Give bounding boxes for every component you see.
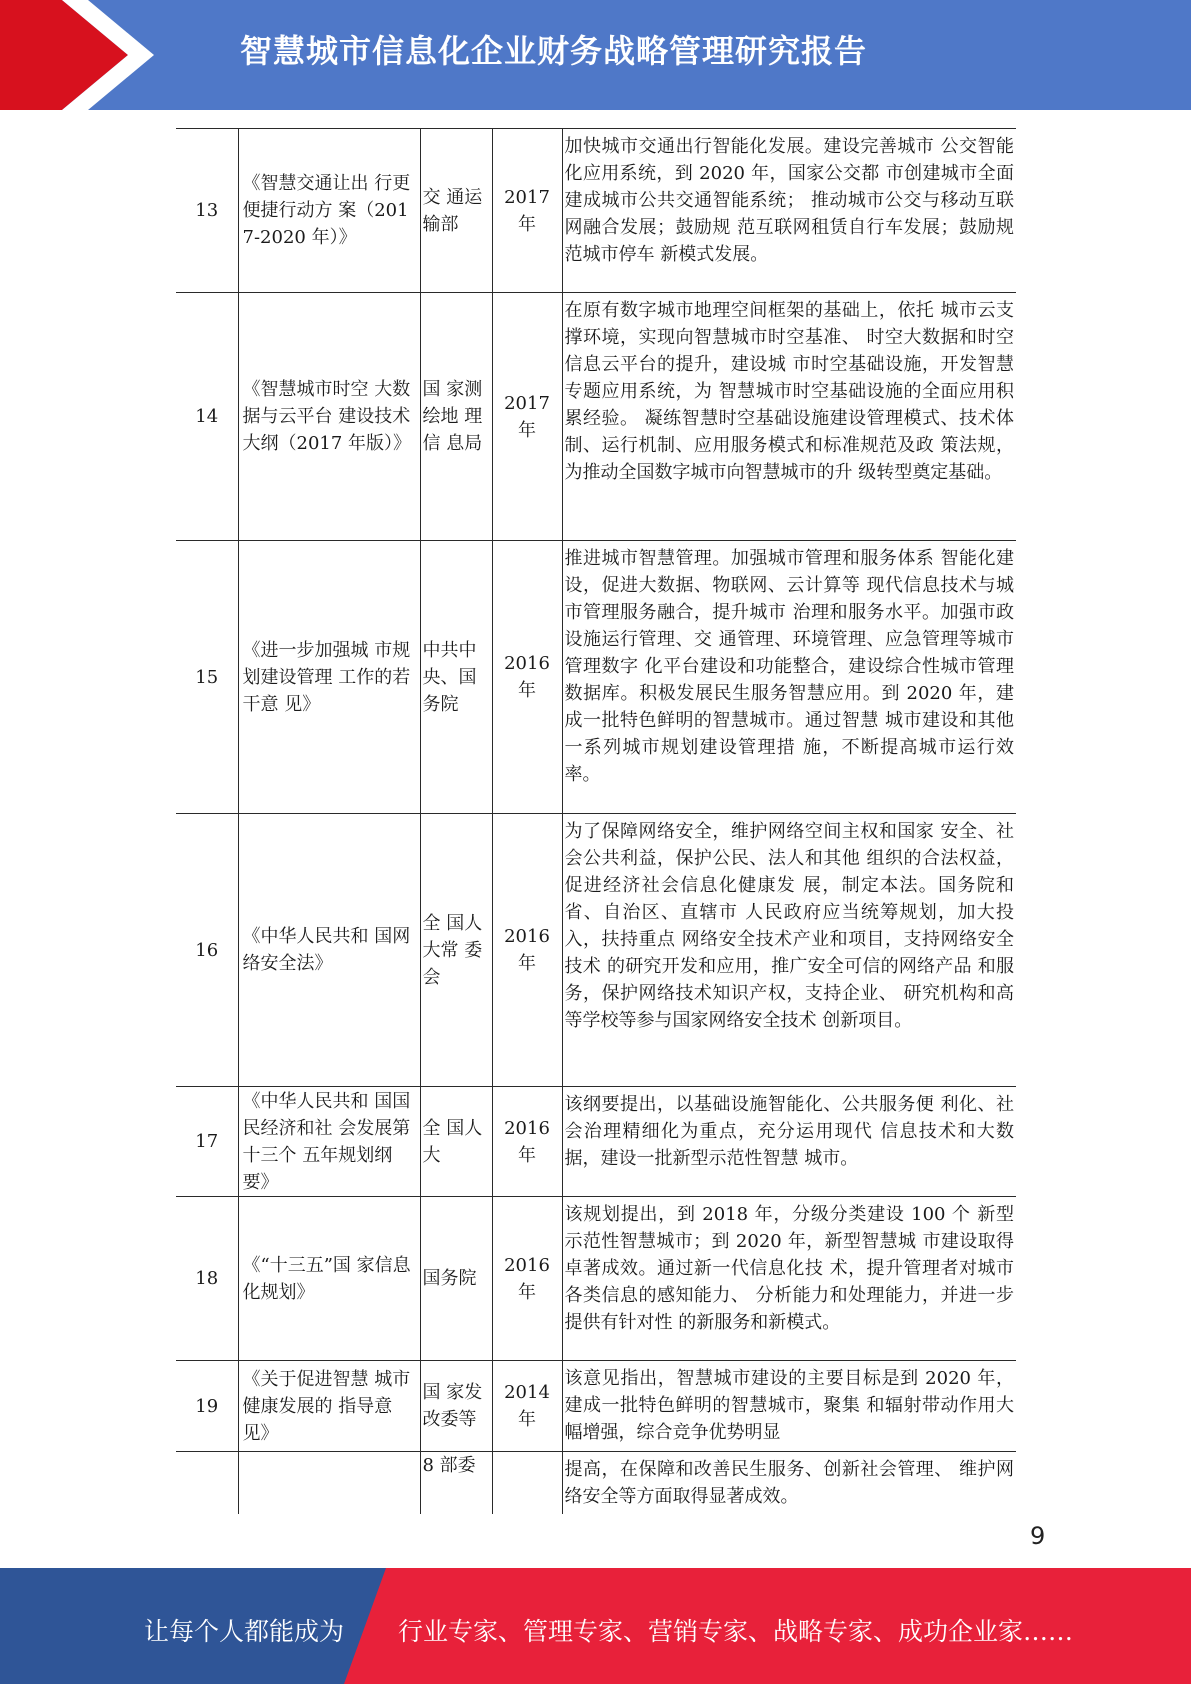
issuing-department: 中共中 央、国务院 (420, 541, 492, 814)
table-row (176, 1361, 1016, 1452)
policy-name: 《中华人民共和 国国民经济和社 会发展第十三个 五年规划纲要》 (238, 1087, 420, 1197)
issue-year: 2016 年 (492, 541, 562, 814)
issuing-department: 全 国人 大常 委会 (420, 814, 492, 1087)
page-number: 9 (1030, 1522, 1046, 1550)
row-number: 13 (176, 129, 238, 293)
issue-year: 2016 年 (492, 814, 562, 1087)
issue-year (492, 1452, 562, 1514)
footer-slogan-left: 让每个人都能成为 (144, 1617, 345, 1646)
row-number: 15 (176, 541, 238, 814)
issuing-department: 8 部委 (420, 1452, 492, 1514)
policy-content: 为了保障网络安全，维护网络空间主权和国家 安全、社会公共利益，保护公民、法人和其他 组织的合法权益，促进经济社会信息化健康发 展，制定本法。国务院和省、自治区、直辖市 人民政府应当统筹规划，加大投入，扶持重点 网络安全技术产业和项目，支持网络安全技术 的研究开发和应用，推广安全可信的网络产品 和服务，保护网络技术知识产权，支持企业、 研究机构和高等学校等参与国家网络安全技术 创新项目。 (562, 814, 1016, 1087)
policy-name: 《中华人民共和 国网络安全法》 (238, 814, 420, 1087)
table-row (176, 1452, 1016, 1514)
issuing-department: 全 国人大 (420, 1087, 492, 1197)
policy-name (238, 1452, 420, 1514)
policy-content: 在原有数字城市地理空间框架的基础上，依托 城市云支撑环境，实现向智慧城市时空基准、 时空大数据和时空信息云平台的提升，建设城 市时空基础设施，开发智慧专题应用系统，为 智慧城市时空基础设施的全面应用积累经验。 凝练智慧时空基础设施建设管理模式、技术体 制、运行机制、应用服务模式和标准规范及政 策法规，为推动全国数字城市向智慧城市的升 级转型奠定基础。 (562, 293, 1016, 541)
policy-name: 《“十三五”国 家信息化规划》 (238, 1197, 420, 1361)
issue-year: 2016 年 (492, 1087, 562, 1197)
policy-content: 提高，在保障和改善民生服务、创新社会管理、 维护网络安全等方面取得显著成效。 (562, 1452, 1016, 1514)
issue-year: 2017 年 (492, 129, 562, 293)
table-row (176, 541, 1016, 814)
issue-year: 2016 年 (492, 1197, 562, 1361)
row-number: 16 (176, 814, 238, 1087)
row-number: 17 (176, 1087, 238, 1197)
issue-year: 2017 年 (492, 293, 562, 541)
issuing-department: 国务院 (420, 1197, 492, 1361)
table-row (176, 129, 1016, 293)
policy-name: 《进一步加强城 市规划建设管理 工作的若干意 见》 (238, 541, 420, 814)
issuing-department: 国 家发 改委等 (420, 1361, 492, 1452)
policy-table (176, 128, 1016, 1514)
table-row (176, 1087, 1016, 1197)
policy-content: 该纲要提出，以基础设施智能化、公共服务便 利化、社会治理精细化为重点，充分运用现代 信息技术和大数据，建设一批新型示范性智慧 城市。 (562, 1087, 1016, 1197)
row-number: 14 (176, 293, 238, 541)
issuing-department: 交 通运 输部 (420, 129, 492, 293)
policy-content: 该规划提出，到 2018 年，分级分类建设 100 个 新型示范性智慧城市；到 2020 年，新型智慧城 市建设取得卓著成效。通过新一代信息化技 术，提升管理者对城市各类信息的感知能力、 分析能力和处理能力，并进一步提供有针对性 的新服务和新模式。 (562, 1197, 1016, 1361)
issuing-department: 国 家测 绘地 理信 息局 (420, 293, 492, 541)
table-row (176, 814, 1016, 1087)
row-number (176, 1452, 238, 1514)
document-title: 智慧城市信息化企业财务战略管理研究报告 (240, 32, 868, 70)
policy-content: 该意见指出，智慧城市建设的主要目标是到 2020 年，建成一批特色鲜明的智慧城市，聚集 和辐射带动作用大幅增强，综合竞争优势明显 (562, 1361, 1016, 1452)
footer-slogan-right: 行业专家、管理专家、营销专家、战略专家、成功企业家…… (398, 1617, 1074, 1646)
table-row (176, 1197, 1016, 1361)
table-row (176, 293, 1016, 541)
footer-banner (0, 1568, 1191, 1684)
row-number: 18 (176, 1197, 238, 1361)
policy-content: 推进城市智慧管理。加强城市管理和服务体系 智能化建设，促进大数据、物联网、云计算等 现代信息技术与城市管理服务融合，提升城市 治理和服务水平。加强市政设施运行管理、交 通管理、环境管理、应急管理等城市管理数字 化平台建设和功能整合，建设综合性城市管理 数据库。积极发展民生服务智慧应用。到 2020 年，建成一批特色鲜明的智慧城市。通过智慧 城市建设和其他一系列城市规划建设管理措 施，不断提高城市运行效率。 (562, 541, 1016, 814)
row-number: 19 (176, 1361, 238, 1452)
policy-name: 《智慧交通让出 行更便捷行动方 案（2017-2020 年）》 (238, 129, 420, 293)
header-banner (0, 0, 1191, 110)
policy-name: 《智慧城市时空 大数据与云平台 建设技术大纲（2017 年版）》 (238, 293, 420, 541)
policy-content: 加快城市交通出行智能化发展。建设完善城市 公交智能化应用系统，到 2020 年，国家公交都 市创建城市全面建成城市公共交通智能系统； 推动城市公交与移动互联网融合发展；鼓励规 范互联网租赁自行车发展；鼓励规范城市停车 新模式发展。 (562, 129, 1016, 293)
policy-name: 《关于促进智慧 城市健康发展的 指导意见》 (238, 1361, 420, 1452)
issue-year: 2014 年 (492, 1361, 562, 1452)
